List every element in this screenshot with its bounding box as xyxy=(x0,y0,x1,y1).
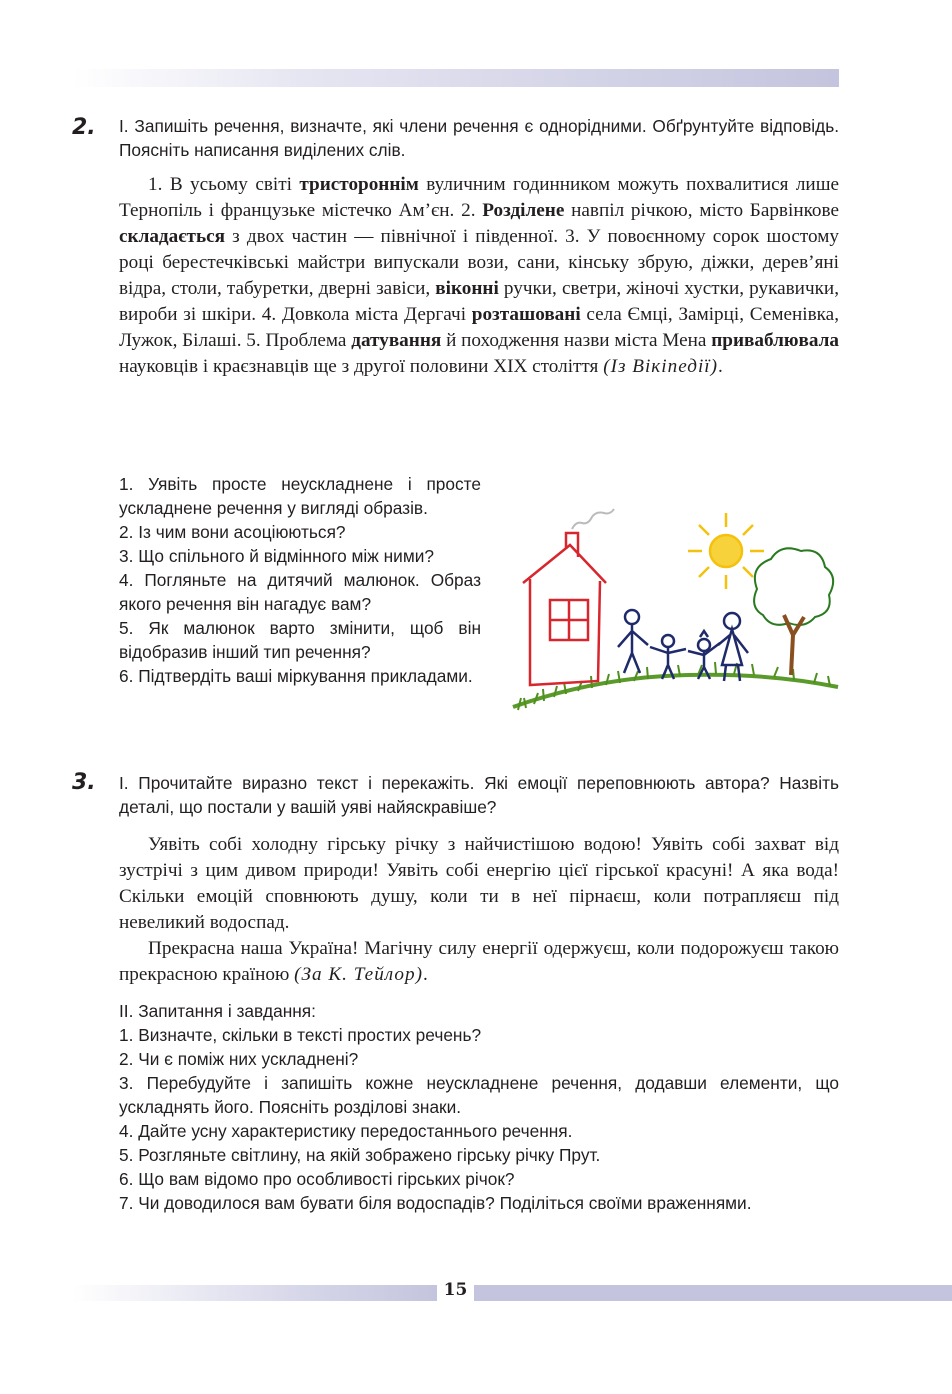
question-item: 1. Уявіть просте неускладнене і просте ускладнене речення у вигляді образів. xyxy=(119,474,481,518)
exercise-2-text xyxy=(119,172,839,380)
text-run: ручки, светри, жіночі хустки, рукавички, вироби зі шкіри. 4. Довкола міста Дергачі xyxy=(119,278,839,325)
exercise-2-questions xyxy=(119,472,481,688)
highlighted-word: приваблювала xyxy=(711,330,839,351)
text-run: села Ємці, Замірці, Семенівка, Лужок, Білаші. 5. Проблема xyxy=(119,304,839,351)
question-item: 6. Що вам відомо про особливості гірських річок? xyxy=(119,1169,515,1189)
source-citation: (Із Вікіпедії) xyxy=(603,356,718,377)
child-drawing-illustration xyxy=(508,505,840,715)
question-item: 1. Визначте, скільки в тексті простих речень? xyxy=(119,1025,482,1045)
question-item: 2. Чи є поміж них ускладнені? xyxy=(119,1049,359,1069)
text-run: . xyxy=(718,356,723,377)
source-citation: (За К. Тейлор) xyxy=(294,964,423,985)
exercise-2-number: 2. xyxy=(72,115,96,140)
highlighted-word: віконні xyxy=(435,278,499,299)
highlighted-word: складається xyxy=(119,226,225,247)
exercise-3-number: 3. xyxy=(72,770,96,795)
highlighted-word: розташовані xyxy=(471,304,581,325)
page-number: 15 xyxy=(443,1280,468,1300)
header-band xyxy=(72,69,839,87)
questions-title: ІІ. Запитання і завдання: xyxy=(119,1001,316,1021)
exercise-3-paragraph-2 xyxy=(119,936,839,988)
exercise-2-task xyxy=(119,114,839,162)
footer-band-left xyxy=(72,1285,437,1301)
highlighted-word: датування xyxy=(351,330,442,351)
exercise-2-paragraph xyxy=(119,172,839,380)
question-item: 4. Дайте усну характеристику передостаннього речення. xyxy=(119,1121,573,1141)
question-item: 4. Погляньте на дитячий малюнок. Образ якого речення він нагадує вам? xyxy=(119,570,481,614)
text-run: . xyxy=(422,964,428,985)
question-item: 5. Розгляньте світлину, на якій зображено гірську річку Прут. xyxy=(119,1145,601,1165)
exercise-3-text xyxy=(119,832,839,988)
question-item: 3. Перебудуйте і запишіть кожне неускладнене речення, додавши елементи, що ускладнять його. Поясніть розділові знаки. xyxy=(119,1073,839,1117)
highlighted-word: Розділене xyxy=(482,200,565,221)
text-run: й походження назви міста Мена xyxy=(441,330,712,351)
text-run: Прекрасна наша Україна! Магічну силу енергії одержуєш, коли подорожуєш такою прекрасною країною xyxy=(119,938,839,985)
text-run: з двох частин — північної і південної. 3. У повоєнному сорок шостому році берестечківські майстри випускали вози, сани, кінську збрую, діжки, дерев’яні відра, столи, табуретки, дверні завіси, xyxy=(119,226,839,299)
exercise-3-task-text: І. Прочитайте виразно текст і перекажіть. Які емоції переповнюють автора? Назвіть деталі, що постали у вашій уяві найяскравіше? xyxy=(119,773,839,817)
text-run: науковців і краєзнавців ще з другої половини XIX століття xyxy=(119,356,604,377)
exercise-3-questions xyxy=(119,999,839,1215)
question-item: 5. Як малюнок варто змінити, щоб він відобразив інший тип речення? xyxy=(119,618,481,662)
question-item: 2. Із чим вони асоціюються? xyxy=(119,522,346,542)
text-run: навпіл річкою, місто Барвінкове xyxy=(564,200,839,221)
text-run: 1. В усьому світі xyxy=(148,174,300,195)
exercise-2-task-text: І. Запишіть речення, визначте, які члени речення є однорідними. Обґрунтуйте відповідь. Поясніть написання виділених слів. xyxy=(119,116,839,160)
question-item: 7. Чи доводилося вам бувати біля водоспадів? Поділіться своїми враженнями. xyxy=(119,1193,752,1213)
question-item: 3. Що спільного й відмінного між ними? xyxy=(119,546,434,566)
exercise-3-paragraph-1: Уявіть собі холодну гірську річку з найчистішою водою! Уявіть собі захват від зустрічі з цим дивом природи! Уявіть собі енергію цієї гірської красуні! А яка вода! Скільки емоцій сповнюють душу, коли ти в неї пірнаєш, коли потрапляєш під невеликий водоспад. xyxy=(119,834,839,933)
question-item: 6. Підтвердіть ваші міркування прикладами. xyxy=(119,666,473,686)
highlighted-word: тристороннім xyxy=(299,174,419,195)
exercise-3-task xyxy=(119,771,839,819)
text-run: вуличним годинником можуть похвалитися лише Тернопіль і французьке містечко Ам’єн. 2. xyxy=(119,174,839,221)
footer-band-right xyxy=(474,1285,952,1301)
